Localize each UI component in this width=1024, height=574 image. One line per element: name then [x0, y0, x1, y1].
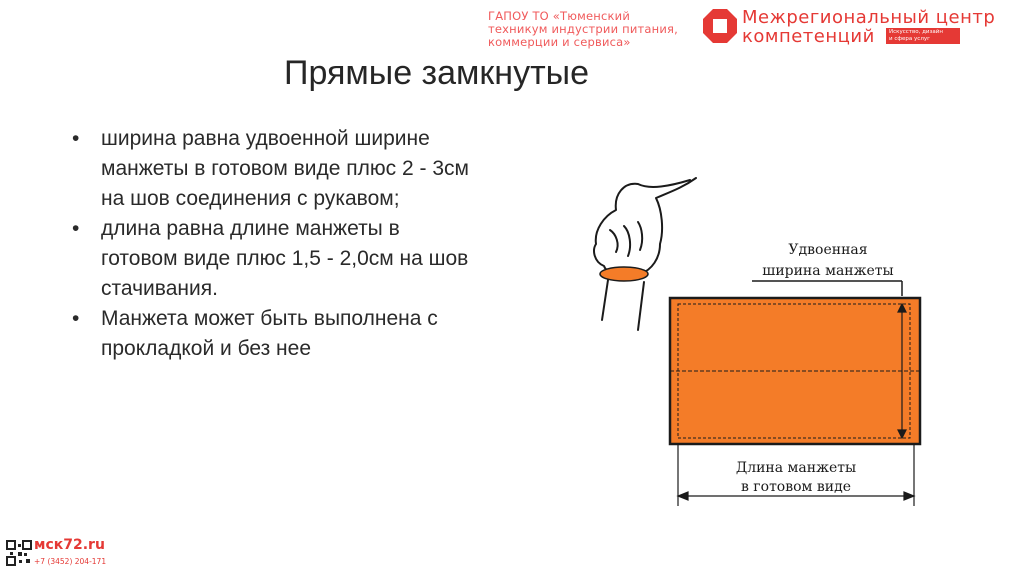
competence-center-logo-icon	[702, 8, 738, 44]
bullet-marker: •	[72, 127, 80, 150]
qr-code-icon	[6, 540, 32, 566]
bullet-line: прокладкой и без нее	[101, 337, 311, 360]
footer-website: мск72.ru	[34, 537, 105, 553]
bullet-list	[72, 124, 532, 364]
bullet-item	[72, 214, 532, 304]
org-name-line: ГАПОУ ТО «Тюменский	[488, 9, 631, 23]
bullet-item	[72, 124, 532, 214]
org-name-line: техникум индустрии питания,	[488, 22, 679, 36]
bullet-line: на шов соединения с рукавом;	[101, 187, 400, 210]
length-label-line: в готовом виде	[740, 479, 852, 495]
slide-title: Прямые замкнутые	[284, 54, 589, 92]
logo-subtitle-line: и сфера услуг	[889, 36, 930, 42]
bullet-line: манжеты в готовом виде плюс 2 - 3см	[101, 157, 469, 180]
org-name	[488, 10, 703, 49]
length-label-line: Длина манжеты	[735, 460, 857, 476]
cuff-diagram	[580, 170, 940, 510]
width-label-line: ширина манжеты	[762, 263, 894, 279]
bullet-line: стачивания.	[101, 277, 218, 300]
bullet-line: Манжета может быть выполнена с	[101, 307, 438, 330]
bullet-marker: •	[72, 307, 80, 330]
small-cuff-illustration	[600, 267, 648, 281]
footer-phone: +7 (3452) 204-171	[34, 557, 107, 566]
logo-line: компетенций	[742, 26, 875, 47]
logo-subtitle	[886, 28, 960, 44]
bullet-item	[72, 304, 532, 364]
logo-subtitle-line: Искусство, дизайн	[889, 29, 943, 35]
org-name-line: коммерции и сервиса»	[488, 35, 631, 49]
logo-line: Межрегиональный центр	[742, 7, 996, 28]
bullet-line: ширина равна удвоенной ширине	[101, 127, 430, 150]
bullet-line: готовом виде плюс 1,5 - 2,0см на шов	[101, 247, 469, 270]
width-label-line: Удвоенная	[788, 242, 868, 258]
bullet-marker: •	[72, 217, 80, 240]
bullet-line: длина равна длине манжеты в	[101, 217, 400, 240]
